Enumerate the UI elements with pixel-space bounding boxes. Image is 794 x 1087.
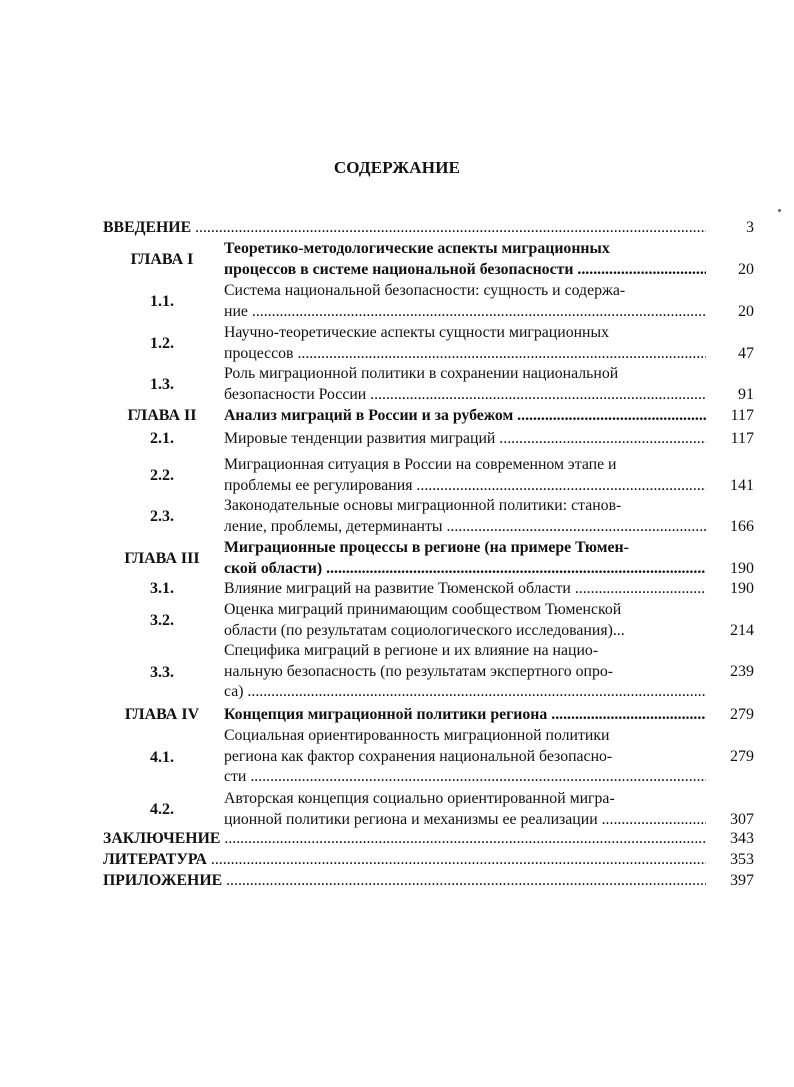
literature-page: 353 (730, 851, 754, 868)
section-2-1-number: 2.1. (150, 430, 174, 447)
section-3-3-page: 239 (730, 662, 754, 680)
section-3-1-title: Влияние миграций на развитие Тюменской области ..... (224, 579, 706, 600)
section-4-1-number: 4.1. (150, 749, 174, 766)
section-2-2-title: Миграционная ситуация в России на современном этапе и проблемы ее регулирования ..... (224, 455, 706, 496)
section-2-1-title: Мировые тенденции развития миграций ..... (224, 429, 706, 450)
chapter-3-title: Миграционные процессы в регионе (на примере Тюмен- ской области) ..... (224, 538, 706, 579)
section-1-1-page: 20 (738, 302, 754, 320)
section-3-3-number: 3.3. (150, 664, 174, 681)
section-2-1-page: 117 (730, 430, 754, 447)
section-1-1-title: Система национальной безопасности: сущность и содержа- ние ..... (224, 281, 706, 322)
literature-label: ЛИТЕРАТУРА ..... (103, 850, 706, 871)
chapter-3-label: ГЛАВА III (124, 550, 200, 567)
section-2-3-page: 166 (730, 517, 754, 535)
section-4-1-page: 279 (730, 747, 754, 765)
section-3-2-number: 3.2. (150, 612, 174, 629)
section-1-1-number: 1.1. (150, 293, 174, 310)
conclusion-label: ЗАКЛЮЧЕНИЕ ..... (103, 829, 706, 850)
chapter-4-title: Концепция миграционной политики региона ..... (224, 705, 706, 726)
section-1-2-number: 1.2. (150, 335, 174, 352)
section-1-3-title: Роль миграционной политики в сохранении национальной безопасности России ..... (224, 364, 706, 405)
conclusion-page: 343 (730, 830, 754, 847)
section-2-2-number: 2.2. (150, 467, 174, 484)
section-4-2-number: 4.2. (150, 801, 174, 818)
section-3-1-number: 3.1. (150, 580, 174, 597)
section-2-2-page: 141 (730, 476, 754, 494)
section-1-3-number: 1.3. (150, 376, 174, 393)
page-title: СОДЕРЖАНИЕ (333, 158, 461, 177)
chapter-1-label: ГЛАВА I (130, 251, 194, 268)
appendix-page: 397 (730, 872, 754, 889)
section-2-3-title: Законодательные основы миграционной политики: станов- ление, проблемы, детерминанты ..... (224, 496, 706, 537)
section-4-1-title: Социальная ориентированность миграционной политики региона как фактор сохранения национальной безопасно- сти ..... (224, 726, 706, 788)
chapter-2-page: 117 (730, 407, 754, 424)
section-4-2-title: Авторская концепция социально ориентированной мигра- ционной политики региона и механизмы ее реализации ..... (224, 789, 706, 830)
section-3-3-title: Специфика миграций в регионе и их влияние на нацио- нальную безопасность (по результатам экспертного опро- са) ..... (224, 641, 706, 703)
chapter-2-title: Анализ миграций в России и за рубежом ..... (224, 406, 706, 427)
chapter-3-page: 190 (730, 559, 754, 577)
chapter-1-page: 20 (738, 260, 754, 278)
section-3-1-page: 190 (730, 580, 754, 597)
section-1-3-page: 91 (738, 385, 754, 403)
chapter-4-label: ГЛАВА IV (124, 706, 200, 723)
section-3-2-title: Оценка миграций принимающим сообществом Тюменской области (по результатам социологического исследования)... (224, 601, 625, 639)
section-4-2-page: 307 (730, 810, 754, 828)
chapter-2-label: ГЛАВА II (127, 407, 197, 424)
intro-page: 3 (746, 219, 754, 236)
chapter-4-page: 279 (730, 706, 754, 723)
intro-label: ВВЕДЕНИЕ ..... (103, 218, 706, 239)
section-3-2-page: 214 (730, 621, 754, 639)
section-1-2-page: 47 (738, 344, 754, 362)
section-2-3-number: 2.3. (150, 508, 174, 525)
appendix-label: ПРИЛОЖЕНИЕ ..... (103, 871, 706, 892)
section-1-2-title: Научно-теоретические аспекты сущности миграционных процессов ..... (224, 323, 706, 364)
chapter-1-title: Теоретико-методологические аспекты миграционных процессов в системе национальной безопасности ..... (224, 239, 706, 280)
